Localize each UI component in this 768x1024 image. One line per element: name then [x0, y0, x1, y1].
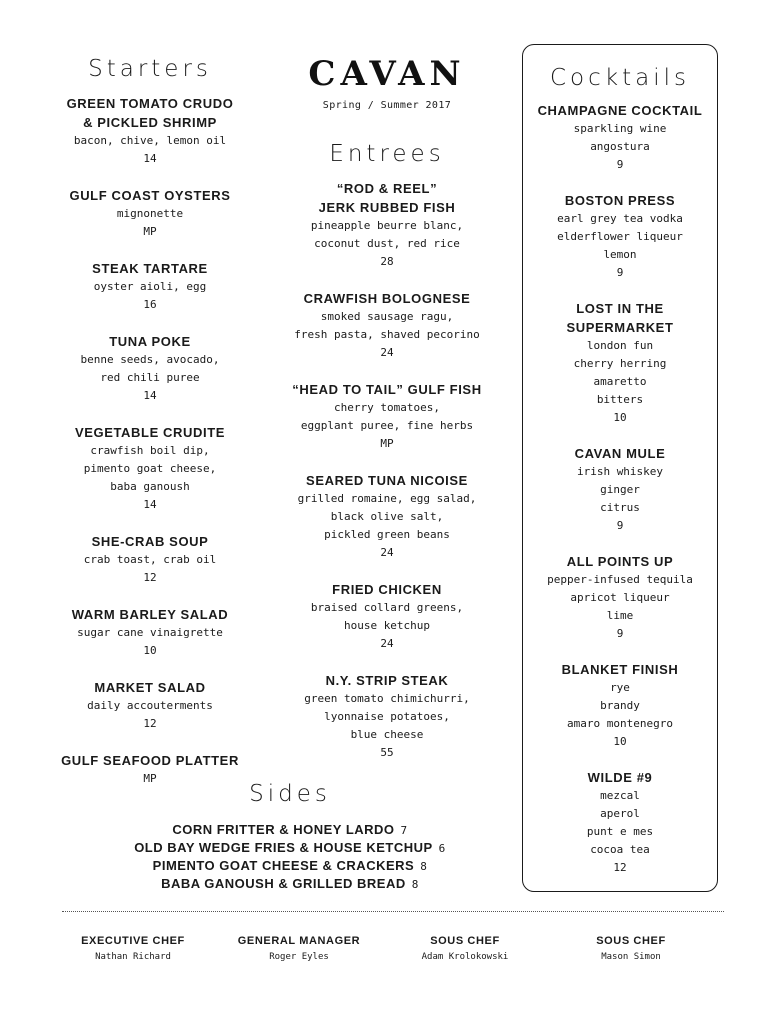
menu-item — [523, 768, 717, 877]
menu-item — [272, 471, 502, 562]
menu-item-price: 14 — [143, 152, 157, 165]
menu-item-name: CRAWFISH BOLOGNESE — [303, 291, 471, 306]
menu-item — [40, 532, 260, 587]
menu-item-description: pineapple beurre blanc, — [310, 219, 464, 232]
menu-item-description: crawfish boil dip, — [90, 444, 210, 457]
cocktails-list — [523, 101, 717, 877]
menu-item-name: SUPERMARKET — [566, 320, 674, 335]
menu-item-price: MP — [143, 225, 157, 238]
menu-item-name: GREEN TOMATO CRUDO — [66, 96, 234, 111]
menu-item-description: elderflower liqueur — [557, 230, 683, 243]
menu-item — [523, 444, 717, 535]
menu-item-name: GULF SEAFOOD PLATTER — [61, 753, 239, 768]
brand-logo: CAVAN — [308, 54, 466, 94]
menu-item-name: VEGETABLE CRUDITE — [74, 425, 226, 440]
menu-item-price: 10 — [613, 735, 627, 748]
staff-general-manager — [216, 935, 382, 962]
menu-item — [523, 660, 717, 751]
menu-item-price: 9 — [616, 158, 624, 171]
menu-item-price: 24 — [380, 637, 394, 650]
side-item-price: 8 — [420, 860, 428, 873]
menu-item — [40, 423, 260, 514]
menu-item-description: benne seeds, avocado, — [80, 353, 220, 366]
side-item-name: PIMENTO GOAT CHEESE & CRACKERS — [152, 858, 415, 873]
menu-item-name: TUNA POKE — [109, 334, 191, 349]
menu-item-price: 12 — [613, 861, 627, 874]
menu-item-description: red chili puree — [100, 371, 200, 384]
menu-item-description: oyster aioli, egg — [93, 280, 207, 293]
menu-item-price: 12 — [143, 571, 157, 584]
menu-item-description: irish whiskey — [576, 465, 664, 478]
menu-item — [40, 678, 260, 733]
menu-item-description: bitters — [596, 393, 644, 406]
side-item-price: 7 — [400, 824, 408, 837]
menu-item-description: grilled romaine, egg salad, — [297, 492, 477, 505]
menu-item-description: angostura — [590, 140, 650, 153]
menu-item-description: smoked sausage ragu, — [320, 310, 454, 323]
menu-item-description: ginger — [600, 483, 640, 496]
menu-item — [40, 605, 260, 660]
staff-role: GENERAL MANAGER — [237, 935, 361, 947]
menu-item — [40, 94, 260, 168]
menu-item-name: WARM BARLEY SALAD — [71, 607, 229, 622]
menu-item — [523, 552, 717, 643]
menu-item-description: lyonnaise potatoes, — [324, 710, 450, 723]
menu-item-name: SHE-CRAB SOUP — [91, 534, 209, 549]
menu-item-name: “ROD & REEL” — [336, 181, 438, 196]
menu-item-description: blue cheese — [350, 728, 424, 741]
side-item — [120, 857, 460, 875]
menu-item-description: mezcal — [600, 789, 640, 802]
menu-item-price: 24 — [380, 346, 394, 359]
menu-item-description: fresh pasta, shaved pecorino — [294, 328, 480, 341]
menu-item-name: BLANKET FINISH — [561, 662, 679, 677]
menu-item — [272, 289, 502, 362]
sides-title: Sides — [249, 781, 331, 807]
staff-name: Mason Simon — [601, 952, 661, 962]
side-item-name: OLD BAY WEDGE FRIES & HOUSE KETCHUP — [134, 840, 433, 855]
season-subtitle: Spring / Summer 2017 — [322, 100, 452, 111]
menu-item-price: MP — [143, 772, 157, 785]
menu-item-name: MARKET SALAD — [94, 680, 206, 695]
menu-item-name: STEAK TARTARE — [92, 261, 208, 276]
menu-item-description: sugar cane vinaigrette — [77, 626, 223, 639]
staff-role: SOUS CHEF — [430, 935, 500, 947]
menu-item-description: brandy — [600, 699, 640, 712]
entrees-title: Entrees — [329, 141, 445, 167]
menu-item-name: CAVAN MULE — [574, 446, 666, 461]
menu-item — [523, 191, 717, 282]
menu-item — [40, 186, 260, 241]
menu-item-name: CHAMPAGNE COCKTAIL — [537, 103, 703, 118]
menu-item-description: black olive salt, — [330, 510, 444, 523]
menu-item — [523, 299, 717, 427]
menu-item-price: 10 — [143, 644, 157, 657]
side-item — [120, 821, 460, 839]
menu-item-description: daily accouterments — [87, 699, 213, 712]
menu-item-price: 12 — [143, 717, 157, 730]
side-item-price: 8 — [411, 878, 419, 891]
menu-item-name: N.Y. STRIP STEAK — [325, 673, 449, 688]
menu-item-description: bacon, chive, lemon oil — [73, 134, 227, 147]
staff-sous-chef-1 — [382, 935, 548, 962]
staff-sous-chef-2 — [548, 935, 714, 962]
menu-item-description: baba ganoush — [110, 480, 190, 493]
menu-item-name: “HEAD TO TAIL” GULF FISH — [292, 382, 482, 397]
menu-item-description: apricot liqueur — [570, 591, 670, 604]
menu-item-price: 16 — [143, 298, 157, 311]
menu-item-description: braised collard greens, — [310, 601, 464, 614]
menu-item-description: mignonette — [116, 207, 184, 220]
menu-item — [40, 332, 260, 405]
menu-item-description: punt e mes — [586, 825, 654, 838]
menu-item-description: earl grey tea vodka — [557, 212, 683, 225]
menu-item-description: pimento goat cheese, — [83, 462, 217, 475]
menu-item-description: house ketchup — [343, 619, 431, 632]
sides-list — [120, 821, 460, 893]
menu-item-price: 28 — [380, 255, 394, 268]
staff-role: SOUS CHEF — [596, 935, 666, 947]
menu-item-price: MP — [380, 437, 394, 450]
menu-item — [523, 101, 717, 174]
menu-item-price: 9 — [616, 627, 624, 640]
staff-role: EXECUTIVE CHEF — [81, 935, 185, 947]
menu-item-description: aperol — [600, 807, 640, 820]
side-item-name: CORN FRITTER & HONEY LARDO — [172, 822, 395, 837]
menu-item-name: & PICKLED SHRIMP — [83, 115, 217, 130]
menu-item-price: 14 — [143, 498, 157, 511]
menu-item-description: pickled green beans — [324, 528, 450, 541]
side-item — [120, 839, 460, 857]
dotted-divider — [62, 911, 724, 912]
menu-item-description: green tomato chimichurri, — [304, 692, 470, 705]
menu-item-description: lime — [606, 609, 634, 622]
menu-item-price: 9 — [616, 519, 624, 532]
menu-item — [272, 671, 502, 762]
menu-item — [272, 380, 502, 453]
menu-item-price: 9 — [616, 266, 624, 279]
menu-item-price: 55 — [380, 746, 394, 759]
staff-executive-chef — [50, 935, 216, 962]
entrees-section — [272, 56, 502, 762]
menu-item — [40, 259, 260, 314]
menu-item-description: rye — [610, 681, 630, 694]
entrees-list — [272, 179, 502, 762]
side-item-name: BABA GANOUSH & GRILLED BREAD — [161, 876, 406, 891]
menu-item-description: amaro montenegro — [567, 717, 673, 730]
staff-name: Adam Krolokowski — [421, 952, 509, 962]
menu-item-description: cocoa tea — [590, 843, 650, 856]
menu-item-name: ALL POINTS UP — [566, 554, 674, 569]
starters-section — [40, 56, 260, 788]
menu-item-description: cherry herring — [573, 357, 667, 370]
menu-item-name: FRIED CHICKEN — [332, 582, 442, 597]
staff-name: Roger Eyles — [269, 952, 329, 962]
starters-title: Starters — [88, 56, 212, 82]
sides-section — [120, 781, 460, 893]
side-item-price: 6 — [438, 842, 446, 855]
menu-item-name: WILDE #9 — [587, 770, 653, 785]
menu-item-name: BOSTON PRESS — [564, 193, 676, 208]
menu-item-name: SEARED TUNA NICOISE — [306, 473, 468, 488]
staff-footer — [50, 935, 730, 962]
menu-item-name: JERK RUBBED FISH — [318, 200, 456, 215]
cocktails-section — [522, 44, 718, 892]
menu-item-description: amaretto — [593, 375, 647, 388]
staff-name: Nathan Richard — [95, 952, 171, 962]
menu-item-description: london fun — [586, 339, 654, 352]
menu-item-name: GULF COAST OYSTERS — [69, 188, 231, 203]
menu-item-description: eggplant puree, fine herbs — [300, 419, 474, 432]
menu-item — [272, 580, 502, 653]
cocktails-title: Cocktails — [550, 65, 690, 91]
starters-list — [40, 94, 260, 788]
menu-item-description: sparkling wine — [573, 122, 667, 135]
menu-item-name: LOST IN THE — [576, 301, 664, 316]
menu-item-description: pepper-infused tequila — [547, 573, 693, 586]
menu-item-description: lemon — [603, 248, 637, 261]
menu-item-price: 24 — [380, 546, 394, 559]
menu-item-price: 10 — [613, 411, 627, 424]
side-item — [120, 875, 460, 893]
menu-item-description: citrus — [600, 501, 640, 514]
menu-item-description: crab toast, crab oil — [83, 553, 217, 566]
menu-item-description: coconut dust, red rice — [314, 237, 460, 250]
menu-item — [272, 179, 502, 271]
menu-item-description: cherry tomatoes, — [334, 401, 440, 414]
menu-item-price: 14 — [143, 389, 157, 402]
